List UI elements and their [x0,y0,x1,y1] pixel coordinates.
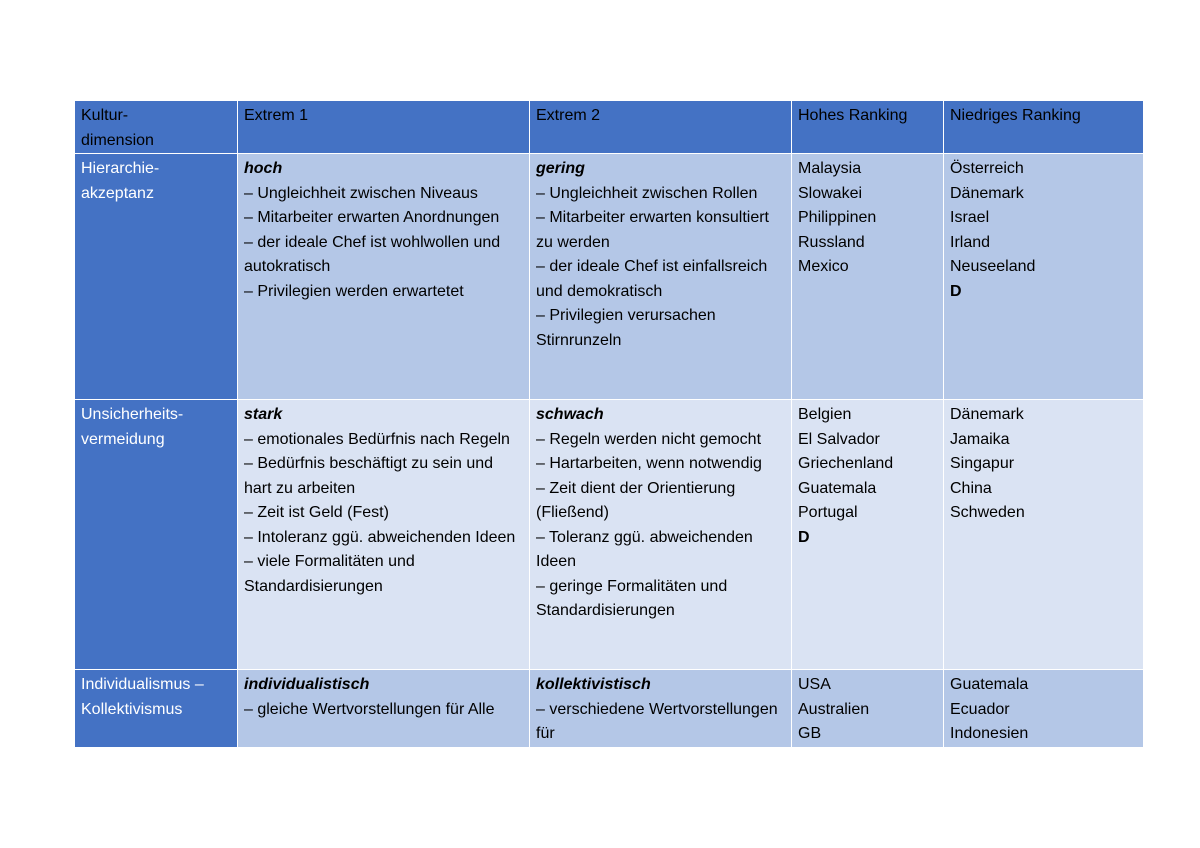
extrem2-cell: schwach – Regeln werden nicht gemocht – Hartarbeiten, wenn notwendig – Zeit dient der Orientierung (Fließend) – Toleranz ggü. abweichenden Ideen – geringe Formalitäten und Standardisierungen [530,400,792,670]
extrem1-cell: stark – emotionales Bedürfnis nach Regeln – Bedürfnis beschäftigt zu sein und hart zu arbeiten – Zeit ist Geld (Fest) – Intoleranz ggü. abweichenden Ideen – viele Formalitäten und Standardisierungen [238,400,530,670]
table-header-row [75,101,1144,154]
dimension-cell: Hierarchie- akzeptanz [75,154,238,400]
hohes-ranking-cell: Malaysia Slowakei Philippinen Russland Mexico [792,154,944,400]
hohes-ranking-cell: USA Australien GB [792,670,944,748]
hohes-ranking-cell: Belgien El Salvador Griechenland Guatemala Portugal D [792,400,944,670]
extrem1-cell: individualistisch – gleiche Wertvorstellungen für Alle [238,670,530,748]
header-extrem-2: Extrem 2 [530,101,792,154]
culture-dimensions-table [74,100,1144,748]
header-kulturdimension: Kultur- dimension [75,101,238,154]
table-row [75,670,1144,748]
extrem2-cell: gering – Ungleichheit zwischen Rollen – Mitarbeiter erwarten konsultiert zu werden – der ideale Chef ist einfallsreich und demokratisch – Privilegien verursachen Stirnrunzeln [530,154,792,400]
header-hohes-ranking: Hohes Ranking [792,101,944,154]
niedriges-ranking-cell: Österreich Dänemark Israel Irland Neuseeland D [944,154,1144,400]
extrem2-cell: kollektivistisch – verschiedene Wertvorstellungen für [530,670,792,748]
niedriges-ranking-cell: Guatemala Ecuador Indonesien [944,670,1144,748]
table-row [75,154,1144,400]
extrem1-cell: hoch – Ungleichheit zwischen Niveaus – Mitarbeiter erwarten Anordnungen – der ideale Chef ist wohlwollen und autokratisch – Privilegien werden erwartetet [238,154,530,400]
germany-marker: D [950,282,962,300]
dimension-cell: Individualismus – Kollektivismus [75,670,238,748]
header-niedriges-ranking: Niedriges Ranking [944,101,1144,154]
germany-marker: D [798,528,810,546]
dimension-cell: Unsicherheits- vermeidung [75,400,238,670]
niedriges-ranking-cell: Dänemark Jamaika Singapur China Schweden [944,400,1144,670]
table-row [75,400,1144,670]
header-extrem-1: Extrem 1 [238,101,530,154]
